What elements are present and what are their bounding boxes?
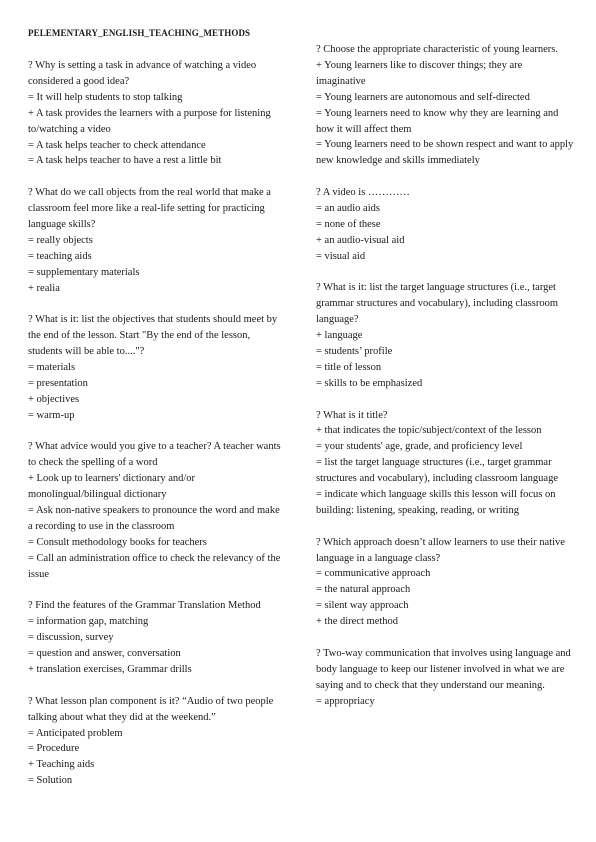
question-block — [316, 408, 574, 519]
question-block — [28, 58, 286, 169]
answer-option: + objectives — [28, 393, 80, 405]
answer-option: = A task helps teacher to check attendance — [28, 139, 206, 151]
answer-option: + language — [316, 330, 363, 342]
answer-option: = Solution — [28, 775, 73, 787]
answer-option: + Look up to learners' dictionary and/or monolingual/bilingual dictionary — [28, 473, 196, 501]
question-block — [28, 598, 286, 678]
answer-option: + translation exercises, Grammar drills — [28, 664, 192, 675]
answer-option: = appropriacy — [316, 695, 375, 707]
answer-option: = Procedure — [28, 743, 80, 755]
right-column — [316, 42, 574, 725]
answer-option: = warm-up — [28, 409, 75, 421]
answer-option: = title of lesson — [316, 361, 382, 373]
answer-option: + Young learners like to discover things; they are imaginative — [316, 59, 523, 87]
answer-option: = It will help students to stop talking — [28, 91, 183, 103]
question-text: ? What lesson plan component is it? “Audio of two people talking about what they did at the weekend.” — [28, 695, 274, 723]
answer-option: = Anticipated problem — [28, 727, 123, 739]
question-block — [316, 535, 574, 630]
answer-option: = the natural approach — [316, 584, 411, 596]
question-block — [28, 312, 286, 423]
left-column — [28, 58, 286, 805]
answer-option: + realia — [28, 282, 60, 294]
answer-option: = really objects — [28, 234, 93, 246]
answer-option: + that indicates the topic/subject/context of the lesson — [316, 425, 542, 437]
answer-option: = teaching aids — [28, 250, 92, 262]
answer-option: = Young learners need to be shown respect and want to apply new knowledge and skills immediately — [316, 139, 574, 167]
question-text: ? Which approach doesn’t allow learners to use their native language in a language class? — [316, 536, 565, 564]
question-block — [28, 185, 286, 296]
question-block — [316, 42, 574, 169]
question-text: ? Find the features of the Grammar Translation Method — [28, 600, 261, 612]
answer-option: = students’ profile — [316, 346, 393, 357]
answer-option: + A task provides the learners with a purpose for listening to/watching a video — [28, 107, 271, 135]
answer-option: = none of these — [316, 218, 381, 230]
answer-option: + the direct method — [316, 616, 399, 628]
answer-option: = Consult methodology books for teachers — [28, 536, 207, 548]
answer-option: = list the target language structures (i.e., target grammar structures and vocabulary), including classroom language — [316, 457, 559, 485]
question-block — [316, 646, 574, 710]
question-text: ? Choose the appropriate characteristic of young learners. — [316, 44, 558, 55]
question-block — [28, 439, 286, 582]
answer-option: = supplementary materials — [28, 266, 140, 278]
answer-option: = silent way approach — [316, 600, 409, 612]
answer-option: = Young learners are autonomous and self-directed — [316, 91, 530, 103]
question-text: ? Why is setting a task in advance of watching a video considered a good idea? — [28, 60, 257, 87]
question-text: ? What do we call objects from the real world that make a classroom feel more like a real-life setting for practicing language skills? — [28, 187, 271, 230]
answer-option: = presentation — [28, 377, 88, 389]
question-text: ? What is it: list the target language structures (i.e., target grammar structures and vocabulary), including classroom language? — [316, 282, 559, 326]
answer-option: + Teaching aids — [28, 759, 95, 771]
answer-option: = Young learners need to know why they are learning and how it will affect them — [316, 107, 559, 135]
answer-option: = an audio aids — [316, 202, 380, 214]
question-block — [316, 185, 574, 265]
answer-option: = question and answer, conversation — [28, 648, 181, 660]
answer-option: = A task helps teacher to have a rest a little bit — [28, 155, 222, 167]
answer-option: = your students' age, grade, and proficiency level — [316, 441, 523, 453]
answer-option: = indicate which language skills this lesson will focus on building: listening, speaking, reading, or writing — [316, 489, 556, 516]
answer-option: = Ask non-native speakers to pronounce the word and make a recording to use in the classroom — [28, 505, 280, 532]
answer-option: = discussion, survey — [28, 632, 114, 644]
answer-option: = skills to be emphasized — [316, 377, 423, 389]
answer-option: = visual aid — [316, 250, 366, 262]
question-text: ? Two-way communication that involves using language and body language to keep our listener involved in what we are saying and to check that they understand our meaning. — [316, 647, 571, 691]
page-title: PELEMENTARY_ENGLISH_TEACHING_METHODS — [28, 28, 251, 38]
answer-option: = communicative approach — [316, 568, 431, 580]
answer-option: + an audio-visual aid — [316, 234, 405, 246]
question-text: ? What is it: list the objectives that students should meet by the end of the lesson. Start "By the end of the lesson, students will be able to...."? — [28, 314, 278, 358]
answer-option: = Call an administration office to check the relevancy of the issue — [28, 552, 281, 580]
question-block — [28, 694, 286, 789]
question-text: ? What is it title? — [316, 409, 388, 421]
question-text: ? A video is ………… — [316, 187, 410, 199]
question-block — [316, 280, 574, 391]
answer-option: = materials — [28, 362, 76, 373]
answer-option: = information gap, matching — [28, 616, 149, 628]
question-text: ? What advice would you give to a teacher? A teacher wants to check the spelling of a word — [28, 441, 281, 469]
